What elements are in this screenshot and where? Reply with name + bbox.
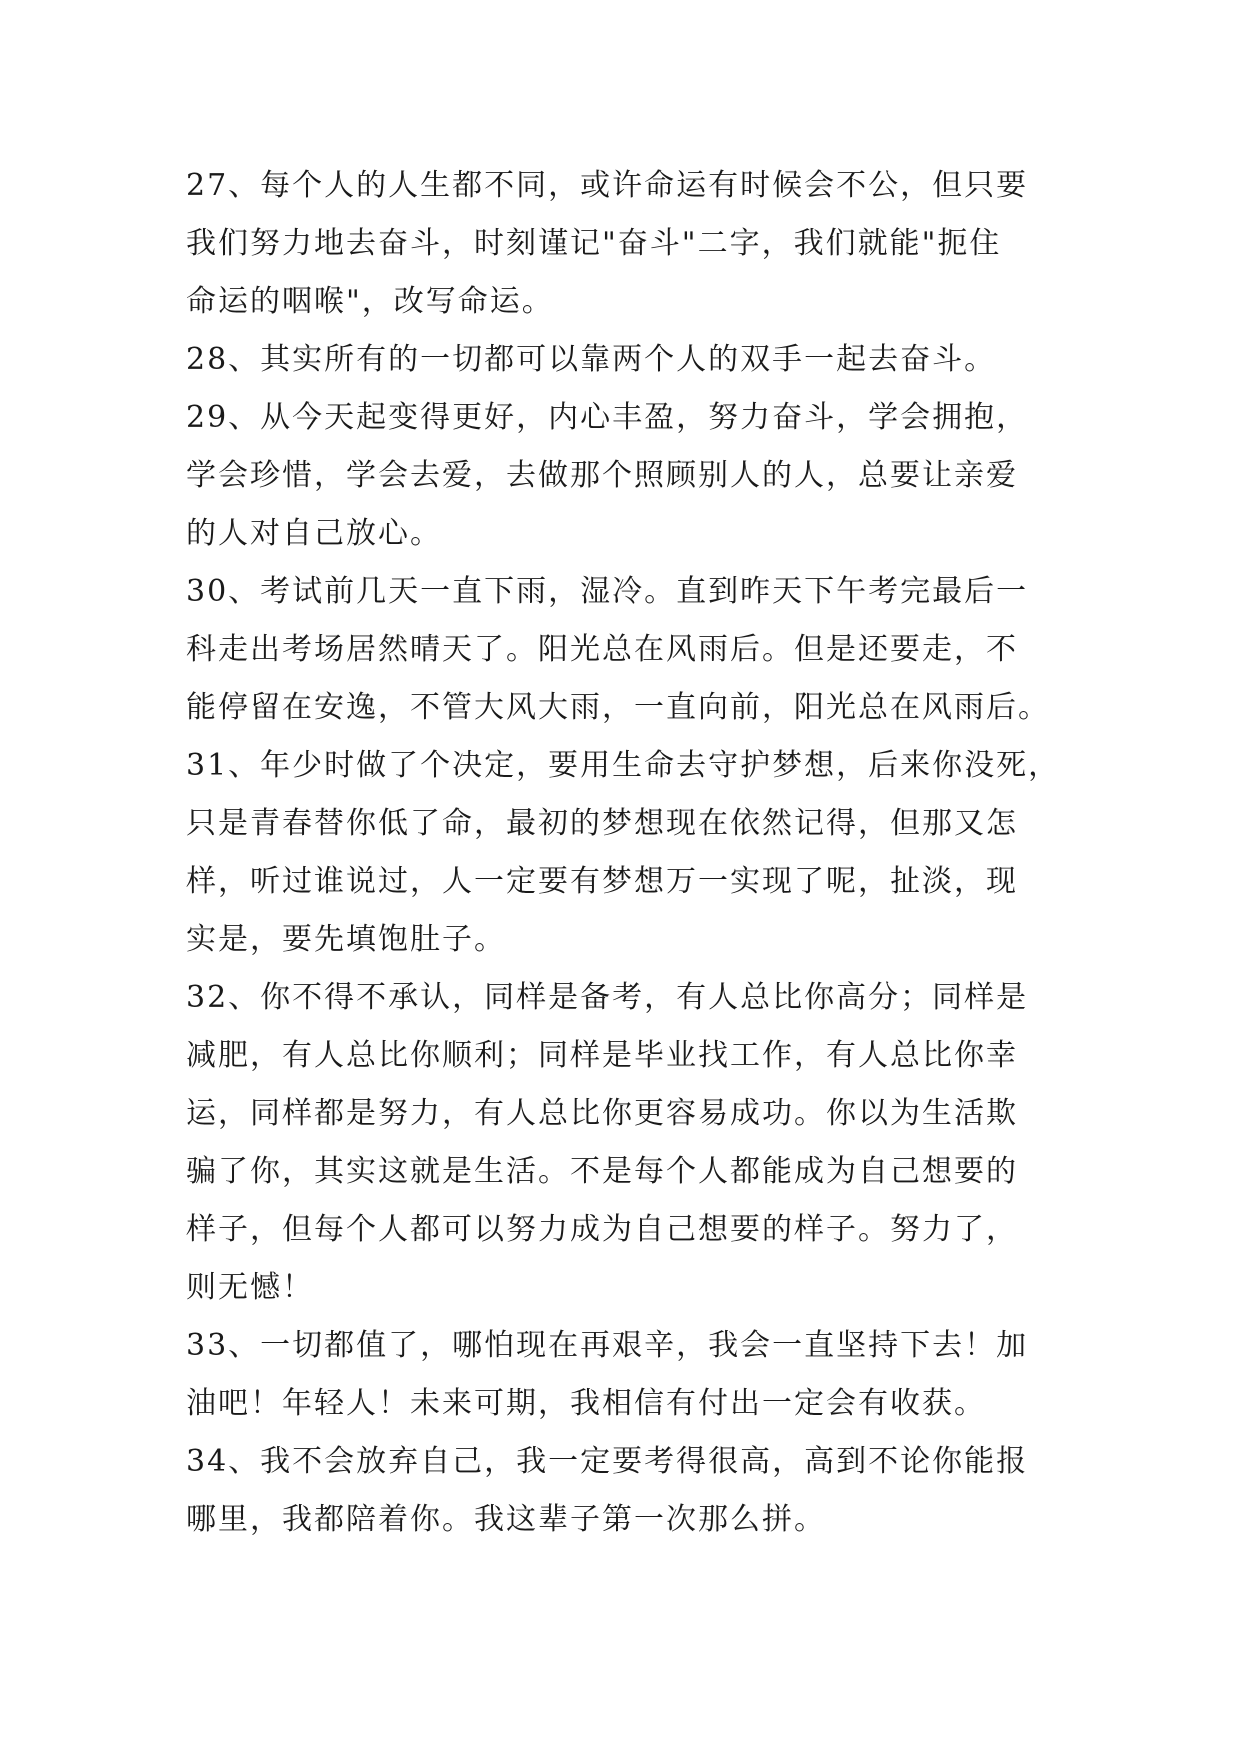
paragraph-29 (186, 389, 1056, 563)
text-line: 科走出考场居然晴天了。阳光总在风雨后。但是还要走，不 (186, 632, 1018, 667)
text-line: 减肥，有人总比你顺利；同样是毕业找工作，有人总比你幸 (186, 1038, 1018, 1073)
text-line: 样子，但每个人都可以努力成为自己想要的样子。努力了， (186, 1212, 1018, 1247)
paragraph-30 (186, 563, 1056, 737)
text-line: 学会珍惜，学会去爱，去做那个照顾别人的人，总要让亲爱 (186, 458, 1018, 493)
text-line: 30、考试前几天一直下雨，湿冷。直到昨天下午考完最后一 (186, 574, 1029, 609)
text-line: 27、每个人的人生都不同，或许命运有时候会不公，但只要 (186, 168, 1029, 203)
text-line: 油吧！年轻人！未来可期，我相信有付出一定会有收获。 (186, 1386, 986, 1421)
text-line: 34、我不会放弃自己，我一定要考得很高，高到不论你能报 (186, 1444, 1029, 1479)
paragraph-27 (186, 157, 1056, 331)
text-line: 29、从今天起变得更好，内心丰盈，努力奋斗，学会拥抱， (186, 400, 1029, 435)
text-line: 样，听过谁说过，人一定要有梦想万一实现了呢，扯淡，现 (186, 864, 1018, 899)
text-line: 哪里，我都陪着你。我这辈子第一次那么拼。 (186, 1502, 826, 1537)
text-line: 31、年少时做了个决定，要用生命去守护梦想，后来你没死， (186, 748, 1061, 783)
text-line: 实是，要先填饱肚子。 (186, 922, 506, 957)
text-line: 33、一切都值了，哪怕现在再艰辛，我会一直坚持下去！加 (186, 1328, 1029, 1363)
document-body (186, 157, 1061, 1549)
paragraph-32 (186, 969, 1056, 1317)
paragraph-34 (186, 1433, 1056, 1549)
text-line: 的人对自己放心。 (186, 516, 442, 551)
text-line: 能停留在安逸，不管大风大雨，一直向前，阳光总在风雨后。 (186, 690, 1050, 725)
paragraph-33 (186, 1317, 1056, 1433)
paragraph-28 (186, 331, 1056, 389)
text-line: 28、其实所有的一切都可以靠两个人的双手一起去奋斗。 (186, 342, 997, 377)
text-line: 则无憾！ (186, 1270, 314, 1305)
text-line: 命运的咽喉"，改写命运。 (186, 284, 554, 319)
paragraph-31 (186, 737, 1061, 969)
text-line: 骗了你，其实这就是生活。不是每个人都能成为自己想要的 (186, 1154, 1018, 1189)
text-line: 运，同样都是努力，有人总比你更容易成功。你以为生活欺 (186, 1096, 1018, 1131)
text-line: 只是青春替你低了命，最初的梦想现在依然记得，但那又怎 (186, 806, 1018, 841)
text-line: 32、你不得不承认，同样是备考，有人总比你高分；同样是 (186, 980, 1029, 1015)
text-line: 我们努力地去奋斗，时刻谨记"奋斗"二字，我们就能"扼住 (186, 226, 1002, 261)
